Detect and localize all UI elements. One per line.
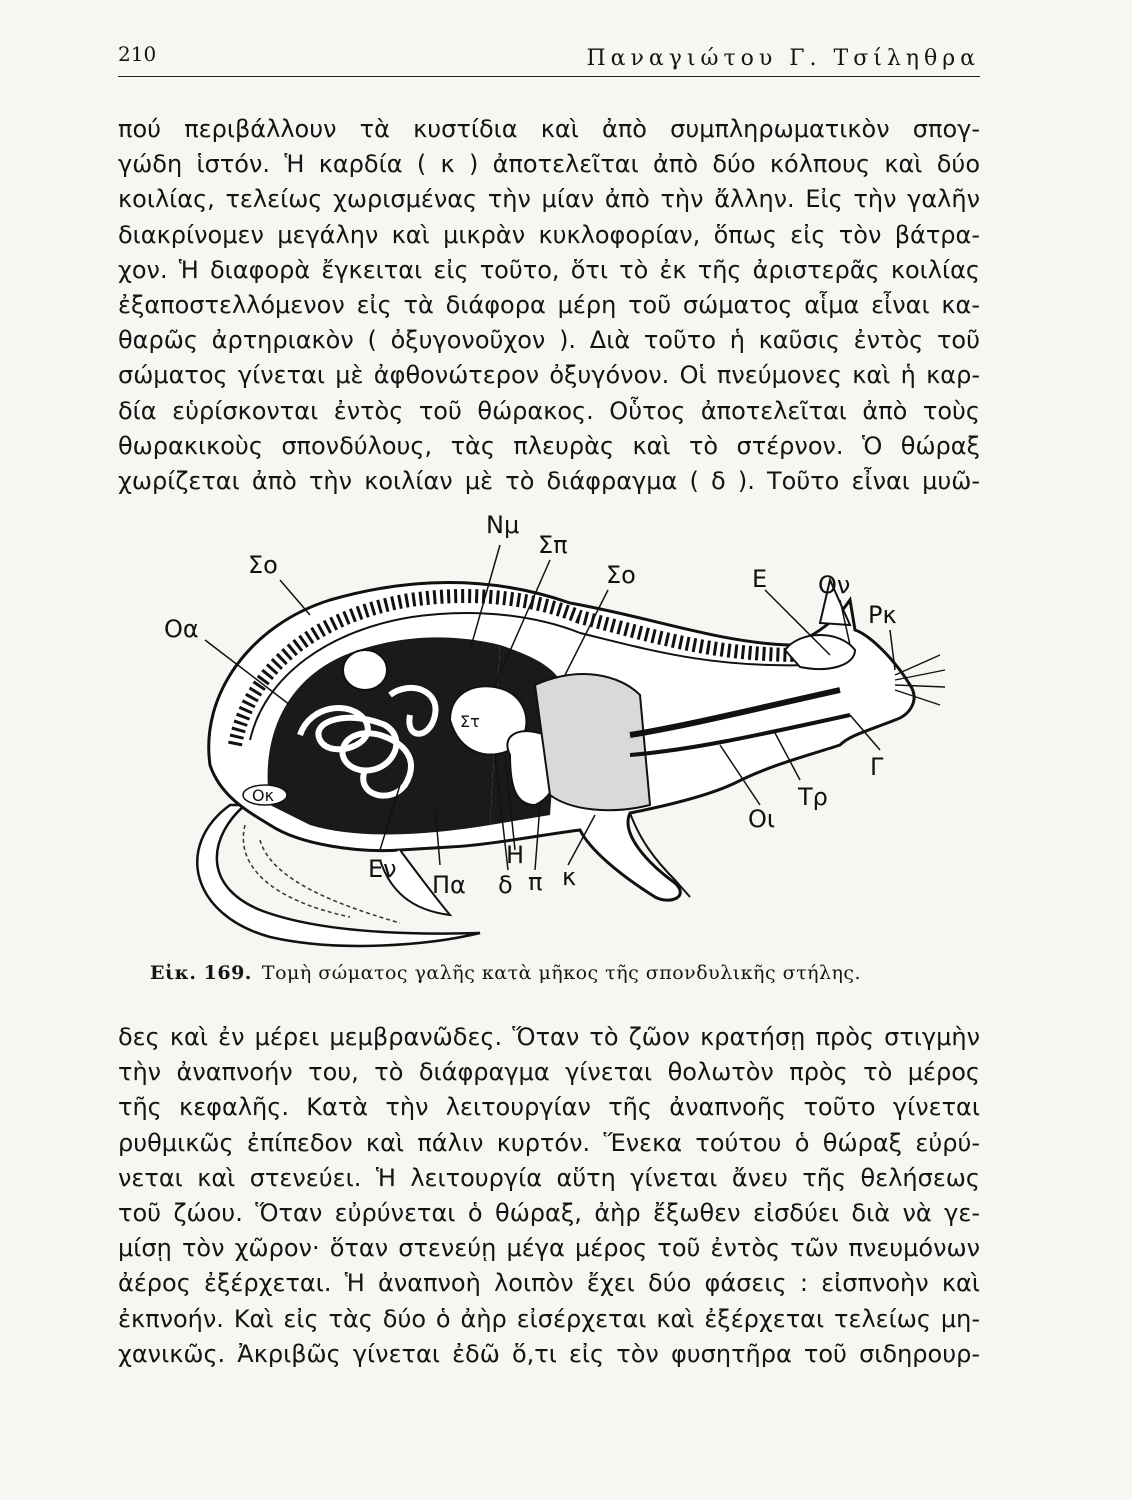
label-Tr: Τρ xyxy=(798,783,828,811)
figure-number: Εἰκ. 169. xyxy=(150,962,252,984)
page-header xyxy=(118,40,980,80)
label-p: π xyxy=(528,868,543,896)
upper-paragraph xyxy=(118,112,980,499)
label-So-left: Σο xyxy=(248,551,278,579)
text-line: θωρακικοὺς σπονδύλους, τὰς πλευρὰς καὶ τὸ στέρνον. Ὁ θώραξ xyxy=(118,431,980,460)
label-Oi: Οι xyxy=(748,805,776,833)
label-E: Ε xyxy=(752,565,768,593)
label-On: Ον xyxy=(818,571,851,599)
label-Ok: Οκ xyxy=(252,786,275,805)
label-N: Ν xyxy=(355,662,367,681)
text-line: ἐκπνοήν. Καὶ εἰς τὰς δύο ὁ ἀὴρ εἰσέρχεται καὶ ἐξέρχεται τελείως μη- xyxy=(118,1304,980,1333)
cat-anatomy-figure xyxy=(150,505,960,960)
text-line: δία εὑρίσκονται ἐντὸς τοῦ θώρακος. Οὗτος ἀποτελεῖται ἀπὸ τοὺς xyxy=(118,396,980,425)
label-Rk: Ρκ xyxy=(868,601,897,629)
label-k: κ xyxy=(562,863,577,891)
text-line: τοῦ ζώου. Ὅταν εὐρύνεται ὁ θώραξ, ἀὴρ ἔξωθεν εἰσδύει διὰ νὰ γε- xyxy=(118,1199,980,1228)
text-line: διακρίνομεν μεγάλην καὶ μικρὰν κυκλοφορίαν, ὅπως εἰς τὸν βάτρα- xyxy=(118,220,980,249)
text-line: σώματος γίνεται μὲ ἀφθονώτερον ὀξυγόνον. Οἱ πνεύμονες καὶ ἡ καρ- xyxy=(118,361,980,390)
text-line: κοιλίας, τελείως χωρισμένας τὴν μίαν ἀπὸ τὴν ἄλλην. Εἰς τὴν γαλῆν xyxy=(118,185,980,214)
text-line: μίσῃ τὸν χῶρον· ὅταν στενεύῃ μέγα μέρος τοῦ ἐντὸς τῶν πνευμόνων xyxy=(118,1234,980,1263)
header-rule xyxy=(118,76,980,77)
text-line: πού περιβάλλουν τὰ κυστίδια καὶ ἀπὸ συμπληρωματικὸν σπογ- xyxy=(118,115,980,143)
label-Nm: Νμ xyxy=(486,511,520,539)
label-En: Εν xyxy=(368,855,397,883)
text-line: γώδη ἱστόν. Ἡ καρδία ( κ ) ἀποτελεῖται ἀπὸ δύο κόλπους καὶ δύο xyxy=(118,150,980,179)
lungs xyxy=(535,674,650,810)
label-Sp: Σπ xyxy=(538,531,568,559)
text-line: χον. Ἡ διαφορὰ ἔγκειται εἰς τοῦτο, ὅτι τὸ ἐκ τῆς ἀριστερᾶς κοιλίας xyxy=(118,255,980,284)
label-So-right: Σο xyxy=(606,561,636,589)
text-line: τὴν ἀναπνοήν του, τὸ διάφραγμα γίνεται θολωτὸν πρὸς τὸ μέρος xyxy=(118,1058,980,1087)
figure-caption xyxy=(150,962,960,984)
text-line: ρυθμικῶς ἐπίπεδον καὶ πάλιν κυρτόν. Ἕνεκα τούτου ὁ θώραξ εὐρύ- xyxy=(118,1128,980,1157)
caption-text: Τομὴ σώματος γαλῆς κατὰ μῆκος τῆς σπονδυλικῆς στήλης. xyxy=(261,962,862,984)
text-line: δες καὶ ἐν μέρει μεμβρανῶδες. Ὅταν τὸ ζῶον κρατήσῃ πρὸς στιγμὴν xyxy=(118,1023,980,1051)
label-H: Η xyxy=(506,841,525,869)
text-line: χωρίζεται ἀπὸ τὴν κοιλίαν μὲ τὸ διάφραγμα ( δ ). Τοῦτο εἶναι μυῶ- xyxy=(118,467,980,496)
text-line: θαρῶς ἀρτηριακὸν ( ὀξυγονοῦχον ). Διὰ τοῦτο ἡ καῦσις ἐντὸς τοῦ xyxy=(118,326,980,355)
label-G: Γ xyxy=(870,753,884,781)
label-d: δ xyxy=(498,871,513,899)
text-line: τῆς κεφαλῆς. Κατὰ τὴν λειτουργίαν τῆς ἀναπνοῆς τοῦτο γίνεται xyxy=(118,1093,980,1122)
cat-section-drawing xyxy=(150,505,960,960)
lower-paragraph xyxy=(118,1020,980,1372)
label-Oa: Οα xyxy=(164,615,199,643)
text-line: ἐξαποστελλόμενον εἰς τὰ διάφορα μέρη τοῦ σώματος αἷμα εἶναι κα- xyxy=(118,291,980,320)
leader-line xyxy=(280,580,310,615)
text-line: χανικῶς. Ἀκριβῶς γίνεται ἐδῶ ὅ,τι εἰς τὸν φυσητῆρα τοῦ σιδηρουρ- xyxy=(118,1339,980,1368)
label-Pa: Πα xyxy=(432,871,466,899)
text-line: ἀέρος ἐξέρχεται. Ἡ ἀναπνοὴ λοιπὸν ἔχει δύο φάσεις : εἰσπνοὴν καὶ xyxy=(118,1269,980,1298)
text-line: νεται καὶ στενεύει. Ἡ λειτουργία αὕτη γίνεται ἄνευ τῆς θελήσεως xyxy=(118,1163,980,1192)
page-number: 210 xyxy=(118,42,157,66)
running-head: Παναγιώτου Γ. Τσίληθρα xyxy=(586,46,980,71)
label-St: Στ xyxy=(460,712,480,731)
